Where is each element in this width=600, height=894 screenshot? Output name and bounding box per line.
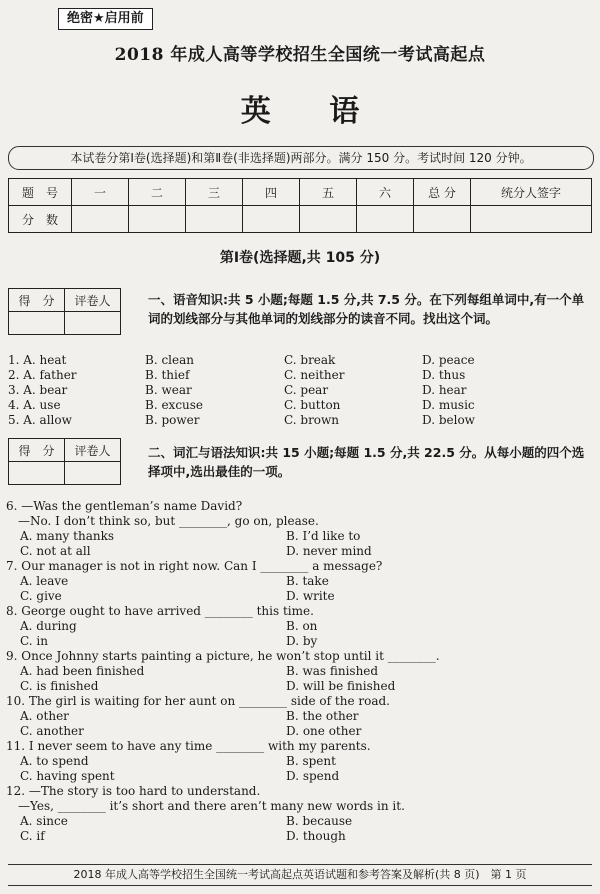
- score-input-cell[interactable]: [129, 206, 186, 233]
- question-stem: 9. Once Johnny starts painting a picture, he won’t stop until it ________.: [6, 649, 440, 663]
- score-table-cell: 二: [129, 179, 186, 206]
- option-c[interactable]: C. pear: [284, 383, 329, 397]
- grader-box-1: [8, 288, 121, 335]
- grader-box-2: [8, 438, 121, 485]
- question-stem: 12. —The story is too hard to understand.: [6, 784, 261, 798]
- page-footer: 2018 年成人高等学校招生全国统一考试高起点英语试题和参考答案及解析(共 8 页) 第 1 页: [8, 864, 592, 886]
- options-row: [6, 829, 592, 844]
- confidential-badge: 绝密★启用前: [58, 8, 153, 30]
- option-a[interactable]: 1. A. heat: [8, 353, 67, 367]
- score-table-cell: 题 号: [9, 179, 72, 206]
- option-c[interactable]: C. button: [284, 398, 341, 412]
- question-stem: 11. I never seem to have any time ________ with my parents.: [6, 739, 371, 753]
- option-c[interactable]: C. if: [20, 829, 45, 843]
- options-row: [6, 769, 592, 784]
- option-a[interactable]: 5. A. allow: [8, 413, 72, 427]
- score-input-cell[interactable]: [243, 206, 300, 233]
- exam-notice: 本试卷分第Ⅰ卷(选择题)和第Ⅱ卷(非选择题)两部分。满分 150 分。考试时间 120 分钟。: [8, 146, 594, 170]
- section-one-instruction: 一、语音知识:共 5 小题;每题 1.5 分,共 7.5 分。在下列每组单词中,有一个单词的划线部分与其他单词的划线部分的读音不同。找出这个词。: [148, 292, 585, 326]
- option-d[interactable]: D. spend: [286, 769, 340, 783]
- option-b[interactable]: B. because: [286, 814, 353, 828]
- score-table: [8, 178, 592, 233]
- option-c[interactable]: C. another: [20, 724, 84, 738]
- option-a[interactable]: A. other: [20, 709, 69, 723]
- options-row: [6, 724, 592, 739]
- grader-label: 评卷人: [65, 439, 121, 462]
- option-c[interactable]: C. in: [20, 634, 48, 648]
- score-table-header-row: [9, 179, 592, 206]
- grader-label: 评卷人: [65, 289, 121, 312]
- question-stem: 6. —Was the gentleman’s name David?: [6, 499, 243, 513]
- option-d[interactable]: D. one other: [286, 724, 362, 738]
- part-one-title: 第Ⅰ卷(选择题,共 105 分): [219, 250, 381, 266]
- option-c[interactable]: C. neither: [284, 368, 345, 382]
- options-row: [6, 709, 592, 724]
- option-b[interactable]: B. power: [145, 413, 200, 427]
- question-stem: 10. The girl is waiting for her aunt on ________ side of the road.: [6, 694, 390, 708]
- score-table-cell: 统分人签字: [471, 179, 592, 206]
- option-c[interactable]: C. break: [284, 353, 336, 367]
- question-stem: 8. George ought to have arrived ________ this time.: [6, 604, 314, 618]
- option-c[interactable]: C. not at all: [20, 544, 91, 558]
- option-d[interactable]: D. below: [422, 413, 475, 427]
- grader-score-cell[interactable]: [9, 462, 65, 485]
- option-d[interactable]: D. music: [422, 398, 475, 412]
- score-input-cell[interactable]: [72, 206, 129, 233]
- score-input-cell[interactable]: [186, 206, 243, 233]
- option-b[interactable]: B. was finished: [286, 664, 379, 678]
- options-row: [6, 589, 592, 604]
- option-c[interactable]: C. is finished: [20, 679, 99, 693]
- score-input-cell[interactable]: [471, 206, 592, 233]
- option-b[interactable]: B. the other: [286, 709, 359, 723]
- option-b[interactable]: B. I’d like to: [286, 529, 361, 543]
- option-b[interactable]: B. thief: [145, 368, 190, 382]
- grader-score-cell[interactable]: [9, 312, 65, 335]
- option-a[interactable]: 4. A. use: [8, 398, 61, 412]
- option-b[interactable]: B. spent: [286, 754, 336, 768]
- grader-sign-cell[interactable]: [65, 462, 121, 485]
- score-input-cell[interactable]: [414, 206, 471, 233]
- options-row: [6, 754, 592, 769]
- option-a[interactable]: A. since: [20, 814, 68, 828]
- options-row: [6, 679, 592, 694]
- question-stem: 7. Our manager is not in right now. Can I ________ a message?: [6, 559, 383, 573]
- option-a[interactable]: A. many thanks: [20, 529, 115, 543]
- option-b[interactable]: B. clean: [145, 353, 194, 367]
- option-b[interactable]: B. excuse: [145, 398, 204, 412]
- option-a[interactable]: A. during: [20, 619, 77, 633]
- option-d[interactable]: D. hear: [422, 383, 467, 397]
- option-c[interactable]: C. having spent: [20, 769, 115, 783]
- score-table-cell: 四: [243, 179, 300, 206]
- score-input-cell[interactable]: [357, 206, 414, 233]
- options-row: [6, 634, 592, 649]
- section-two-instruction: 二、词汇与语法知识:共 15 小题;每题 1.5 分,共 22.5 分。从每小题的四个选择项中,选出最佳的一项。: [148, 445, 585, 479]
- score-table-cell: 一: [72, 179, 129, 206]
- option-b[interactable]: B. on: [286, 619, 318, 633]
- score-table-cell: 总 分: [414, 179, 471, 206]
- option-d[interactable]: D. thus: [422, 368, 466, 382]
- option-d[interactable]: D. by: [286, 634, 318, 648]
- options-row: [6, 544, 592, 559]
- grader-score-label: 得 分: [9, 439, 65, 462]
- question-stem: —Yes, ________ it’s short and there aren’t many new words in it.: [6, 799, 405, 813]
- question-stem: —No. I don’t think so, but ________, go on, please.: [6, 514, 319, 528]
- score-table-cell: 三: [186, 179, 243, 206]
- exam-title: 2018 年成人高等学校招生全国统一考试高起点: [114, 45, 486, 65]
- option-a[interactable]: A. leave: [20, 574, 69, 588]
- option-d[interactable]: D. never mind: [286, 544, 372, 558]
- option-d[interactable]: D. will be finished: [286, 679, 396, 693]
- option-d[interactable]: D. though: [286, 829, 346, 843]
- score-table-cell: 分 数: [9, 206, 72, 233]
- option-d[interactable]: D. write: [286, 589, 335, 603]
- grader-score-label: 得 分: [9, 289, 65, 312]
- options-row: [6, 619, 592, 634]
- score-table-cell: 五: [300, 179, 357, 206]
- options-row: [6, 664, 592, 679]
- option-a[interactable]: A. to spend: [20, 754, 89, 768]
- score-input-cell[interactable]: [300, 206, 357, 233]
- grammar-questions: [6, 499, 592, 844]
- option-a[interactable]: 3. A. bear: [8, 383, 68, 397]
- option-a[interactable]: 2. A. father: [8, 368, 77, 382]
- option-c[interactable]: C. brown: [284, 413, 340, 427]
- options-row: [6, 814, 592, 829]
- option-b[interactable]: B. wear: [145, 383, 192, 397]
- option-c[interactable]: C. give: [20, 589, 62, 603]
- score-table-cell: 六: [357, 179, 414, 206]
- options-row: [6, 529, 592, 544]
- score-table-score-row: [9, 206, 592, 233]
- option-b[interactable]: B. take: [286, 574, 329, 588]
- grader-sign-cell[interactable]: [65, 312, 121, 335]
- options-row: [6, 574, 592, 589]
- subject-title: 英 语: [240, 94, 384, 129]
- option-d[interactable]: D. peace: [422, 353, 475, 367]
- option-a[interactable]: A. had been finished: [20, 664, 145, 678]
